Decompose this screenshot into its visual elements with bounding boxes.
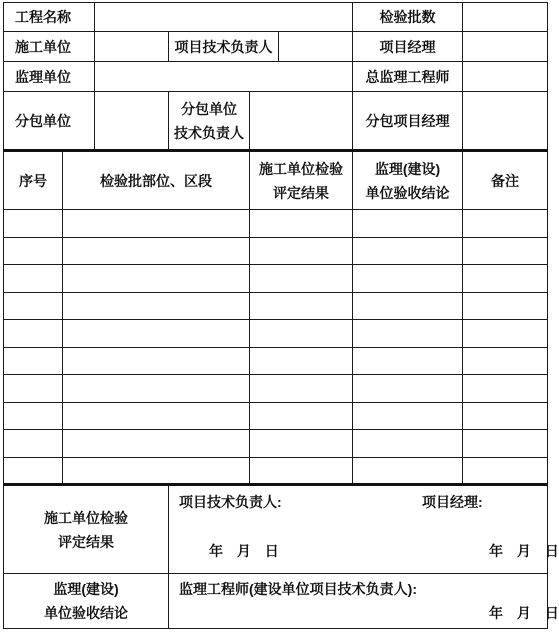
cell-seq[interactable] bbox=[4, 320, 63, 348]
subcontract-pm-field[interactable] bbox=[463, 92, 548, 151]
project-tech-lead-label: 项目技术负责人 bbox=[169, 32, 279, 62]
header-row-subcontract bbox=[4, 92, 548, 151]
table-row bbox=[4, 457, 548, 485]
project-manager-sign-label: 项目经理: bbox=[422, 494, 483, 510]
table-row bbox=[4, 347, 548, 375]
subcontract-tech-lead-label-line2: 技术负责人 bbox=[174, 124, 244, 141]
cell-remarks[interactable] bbox=[463, 375, 548, 403]
batch-count-field[interactable] bbox=[463, 3, 548, 32]
col-supervision-conclusion-line2: 单位验收结论 bbox=[365, 184, 450, 201]
cell-construction-eval[interactable] bbox=[250, 292, 353, 320]
col-supervision-conclusion-header bbox=[353, 151, 463, 210]
cell-supervision-conclusion[interactable] bbox=[353, 265, 463, 293]
cell-remarks[interactable] bbox=[463, 210, 548, 238]
batch-count-label: 检验批数 bbox=[353, 3, 463, 32]
cell-remarks[interactable] bbox=[463, 430, 548, 458]
cell-seq[interactable] bbox=[4, 402, 63, 430]
chief-supervisor-field[interactable] bbox=[463, 62, 548, 92]
tech-lead-sign-label: 项目技术负责人: bbox=[179, 494, 282, 510]
col-construction-eval-line1: 施工单位检验 bbox=[259, 160, 343, 177]
cell-seq[interactable] bbox=[4, 375, 63, 403]
cell-supervision-conclusion[interactable] bbox=[353, 237, 463, 265]
table-row bbox=[4, 210, 548, 238]
cell-remarks[interactable] bbox=[463, 237, 548, 265]
cell-seq[interactable] bbox=[4, 237, 63, 265]
project-name-field[interactable] bbox=[95, 3, 353, 32]
col-construction-eval-line2: 评定结果 bbox=[273, 184, 329, 201]
cell-seq[interactable] bbox=[4, 210, 63, 238]
cell-remarks[interactable] bbox=[463, 320, 548, 348]
col-remarks-header: 备注 bbox=[463, 151, 548, 210]
supervision-unit-field[interactable] bbox=[95, 62, 353, 92]
table-row bbox=[4, 402, 548, 430]
cell-construction-eval[interactable] bbox=[250, 265, 353, 293]
cell-supervision-conclusion[interactable] bbox=[353, 402, 463, 430]
cell-supervision-conclusion[interactable] bbox=[353, 457, 463, 485]
cell-remarks[interactable] bbox=[463, 347, 548, 375]
subcontract-pm-label: 分包项目经理 bbox=[353, 92, 463, 151]
table-row bbox=[4, 430, 548, 458]
cell-remarks[interactable] bbox=[463, 265, 548, 293]
supervision-date: 年 月 日 bbox=[489, 605, 559, 621]
construction-unit-label: 施工单位 bbox=[4, 32, 95, 62]
cell-seq[interactable] bbox=[4, 265, 63, 293]
supervision-unit-label: 监理单位 bbox=[4, 62, 95, 92]
col-supervision-conclusion-line1: 监理(建设) bbox=[374, 160, 441, 177]
project-manager-label: 项目经理 bbox=[353, 32, 463, 62]
cell-supervision-conclusion[interactable] bbox=[353, 347, 463, 375]
header-row-supervision bbox=[4, 62, 548, 92]
cell-construction-eval[interactable] bbox=[250, 375, 353, 403]
cell-location[interactable] bbox=[63, 320, 250, 348]
construction-eval-date-left: 年 月 日 bbox=[209, 543, 279, 559]
project-name-label: 工程名称 bbox=[4, 3, 95, 32]
col-location-header: 检验批部位、区段 bbox=[63, 151, 250, 210]
subcontract-unit-label: 分包单位 bbox=[4, 92, 95, 151]
cell-location[interactable] bbox=[63, 430, 250, 458]
cell-seq[interactable] bbox=[4, 292, 63, 320]
chief-supervisor-label: 总监理工程师 bbox=[353, 62, 463, 92]
cell-seq[interactable] bbox=[4, 457, 63, 485]
project-manager-field[interactable] bbox=[463, 32, 548, 62]
supervisor-sign-label: 监理工程师(建设单位项目技术负责人): bbox=[179, 581, 417, 597]
cell-supervision-conclusion[interactable] bbox=[353, 210, 463, 238]
footer-construction-eval-line2: 评定结果 bbox=[58, 533, 114, 550]
cell-supervision-conclusion[interactable] bbox=[353, 292, 463, 320]
footer-construction-eval-row bbox=[4, 485, 548, 574]
construction-unit-field[interactable] bbox=[95, 32, 169, 62]
cell-location[interactable] bbox=[63, 347, 250, 375]
form-table bbox=[3, 2, 559, 629]
cell-construction-eval[interactable] bbox=[250, 457, 353, 485]
cell-location[interactable] bbox=[63, 375, 250, 403]
footer-construction-eval-label bbox=[4, 485, 169, 574]
cell-construction-eval[interactable] bbox=[250, 430, 353, 458]
cell-construction-eval[interactable] bbox=[250, 237, 353, 265]
project-tech-lead-field[interactable] bbox=[279, 32, 353, 62]
cell-supervision-conclusion[interactable] bbox=[353, 320, 463, 348]
construction-eval-date-right: 年 月 日 bbox=[489, 543, 559, 559]
cell-remarks[interactable] bbox=[463, 457, 548, 485]
column-header-row bbox=[4, 151, 548, 210]
supervision-signature-area[interactable] bbox=[169, 574, 559, 629]
cell-location[interactable] bbox=[63, 457, 250, 485]
footer-supervision-line2: 单位验收结论 bbox=[44, 605, 128, 621]
table-row bbox=[4, 237, 548, 265]
col-construction-eval-header bbox=[250, 151, 353, 210]
cell-construction-eval[interactable] bbox=[250, 210, 353, 238]
subcontract-tech-lead-label-line1: 分包单位 bbox=[181, 100, 237, 117]
footer-construction-eval-line1: 施工单位检验 bbox=[44, 509, 128, 526]
footer-supervision-line1: 监理(建设) bbox=[53, 581, 119, 597]
cell-remarks[interactable] bbox=[463, 402, 548, 430]
cell-construction-eval[interactable] bbox=[250, 320, 353, 348]
header-row-construction bbox=[4, 32, 548, 62]
cell-location[interactable] bbox=[63, 402, 250, 430]
footer-supervision-row bbox=[4, 574, 548, 629]
table-row bbox=[4, 292, 548, 320]
cell-location[interactable] bbox=[63, 237, 250, 265]
cell-location[interactable] bbox=[63, 210, 250, 238]
cell-construction-eval[interactable] bbox=[250, 402, 353, 430]
construction-eval-signature-area[interactable] bbox=[169, 485, 559, 574]
header-row-project bbox=[4, 3, 548, 32]
cell-remarks[interactable] bbox=[463, 292, 548, 320]
cell-supervision-conclusion[interactable] bbox=[353, 375, 463, 403]
subcontract-unit-field[interactable] bbox=[95, 92, 169, 151]
cell-location[interactable] bbox=[63, 292, 250, 320]
cell-construction-eval[interactable] bbox=[250, 347, 353, 375]
cell-seq[interactable] bbox=[4, 347, 63, 375]
cell-seq[interactable] bbox=[4, 430, 63, 458]
table-row bbox=[4, 375, 548, 403]
col-seq-header: 序号 bbox=[4, 151, 63, 210]
subcontract-tech-lead-label bbox=[169, 92, 250, 151]
footer-supervision-label bbox=[4, 574, 169, 629]
table-row bbox=[4, 320, 548, 348]
subcontract-tech-lead-field[interactable] bbox=[250, 92, 353, 151]
cell-location[interactable] bbox=[63, 265, 250, 293]
table-row bbox=[4, 265, 548, 293]
cell-supervision-conclusion[interactable] bbox=[353, 430, 463, 458]
